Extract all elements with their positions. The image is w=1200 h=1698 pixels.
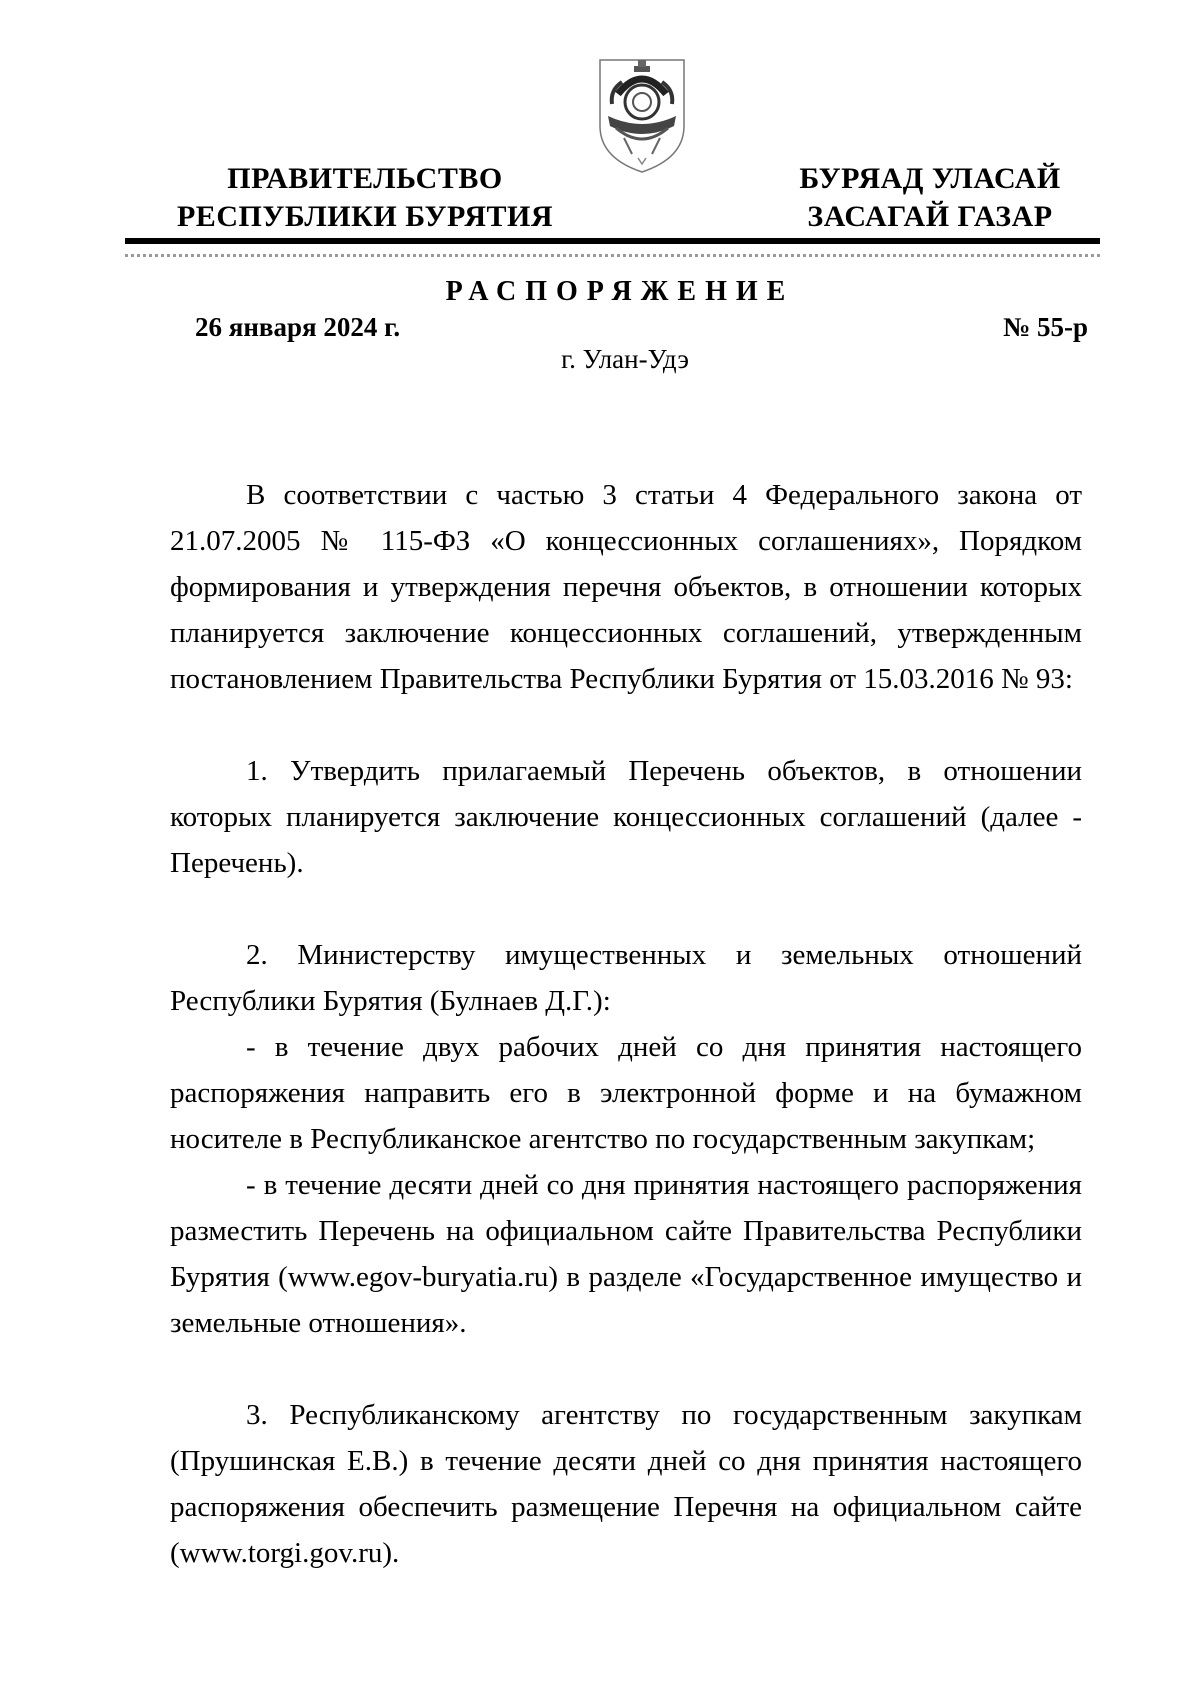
government-title-bua-line2: ЗАСАГАЙ ГАЗАР	[807, 200, 1053, 233]
preamble-paragraph: В соответствии с частью 3 статьи 4 Федерального закона от 21.07.2005 № 115-ФЗ «О концессионных соглашениях», Порядком формирования и утверждения перечня объектов, в отношении которых планируется заключение концессионных соглашений, утвержденным постановлением Правительства Республики Бурятия от 15.03.2016 № 93:	[170, 479, 1082, 695]
government-title-bua-line1: БУРЯАД УЛАСАЙ	[799, 162, 1061, 195]
order-date: 26 января 2024 г.	[195, 312, 401, 342]
item-2-paragraph: 2. Министерству имущественных и земельных отношений Республики Бурятия (Булнаев Д.Г.):	[170, 939, 1082, 1017]
coat-of-arms-icon	[594, 54, 690, 176]
item-2-subitem-1: - в течение двух рабочих дней со дня принятия настоящего распоряжения направить его в электронной форме и на бумажном носителе в Республиканское агентство по государственным закупкам;	[170, 1031, 1082, 1155]
government-title-bua	[720, 160, 1140, 236]
item-1-paragraph: 1. Утвердить прилагаемый Перечень объектов, в отношении которых планируется заключение концессионных соглашений (далее - Перечень).	[170, 755, 1082, 879]
document-type-title: РАСПОРЯЖЕНИЕ	[445, 276, 795, 307]
government-title-ru-line1: ПРАВИТЕЛЬСТВО	[227, 162, 503, 195]
government-title-ru-line2: РЕСПУБЛИКИ БУРЯТИЯ	[176, 200, 554, 233]
item-3-paragraph: 3. Республиканскому агентству по государственным закупкам (Прушинская Е.В.) в течение десяти дней со дня принятия настоящего распоряжения обеспечить размещение Перечня на официальном сайте (www.torgi.gov.ru).	[170, 1399, 1082, 1569]
item-2-subitem-2: - в течение десяти дней со дня принятия настоящего распоряжения разместить Перечень на официальном сайте Правительства Республики Бурятия (www.egov-buryatia.ru) в разделе «Государственное имущество и земельные отношения».	[170, 1169, 1082, 1339]
order-city: г. Улан-Удэ	[561, 344, 689, 374]
order-number: № 55-р	[1003, 312, 1088, 342]
header-divider	[125, 238, 1100, 244]
document-body	[170, 472, 1082, 1576]
government-title-ru	[120, 160, 610, 236]
header-divider-dotted	[125, 254, 1100, 257]
